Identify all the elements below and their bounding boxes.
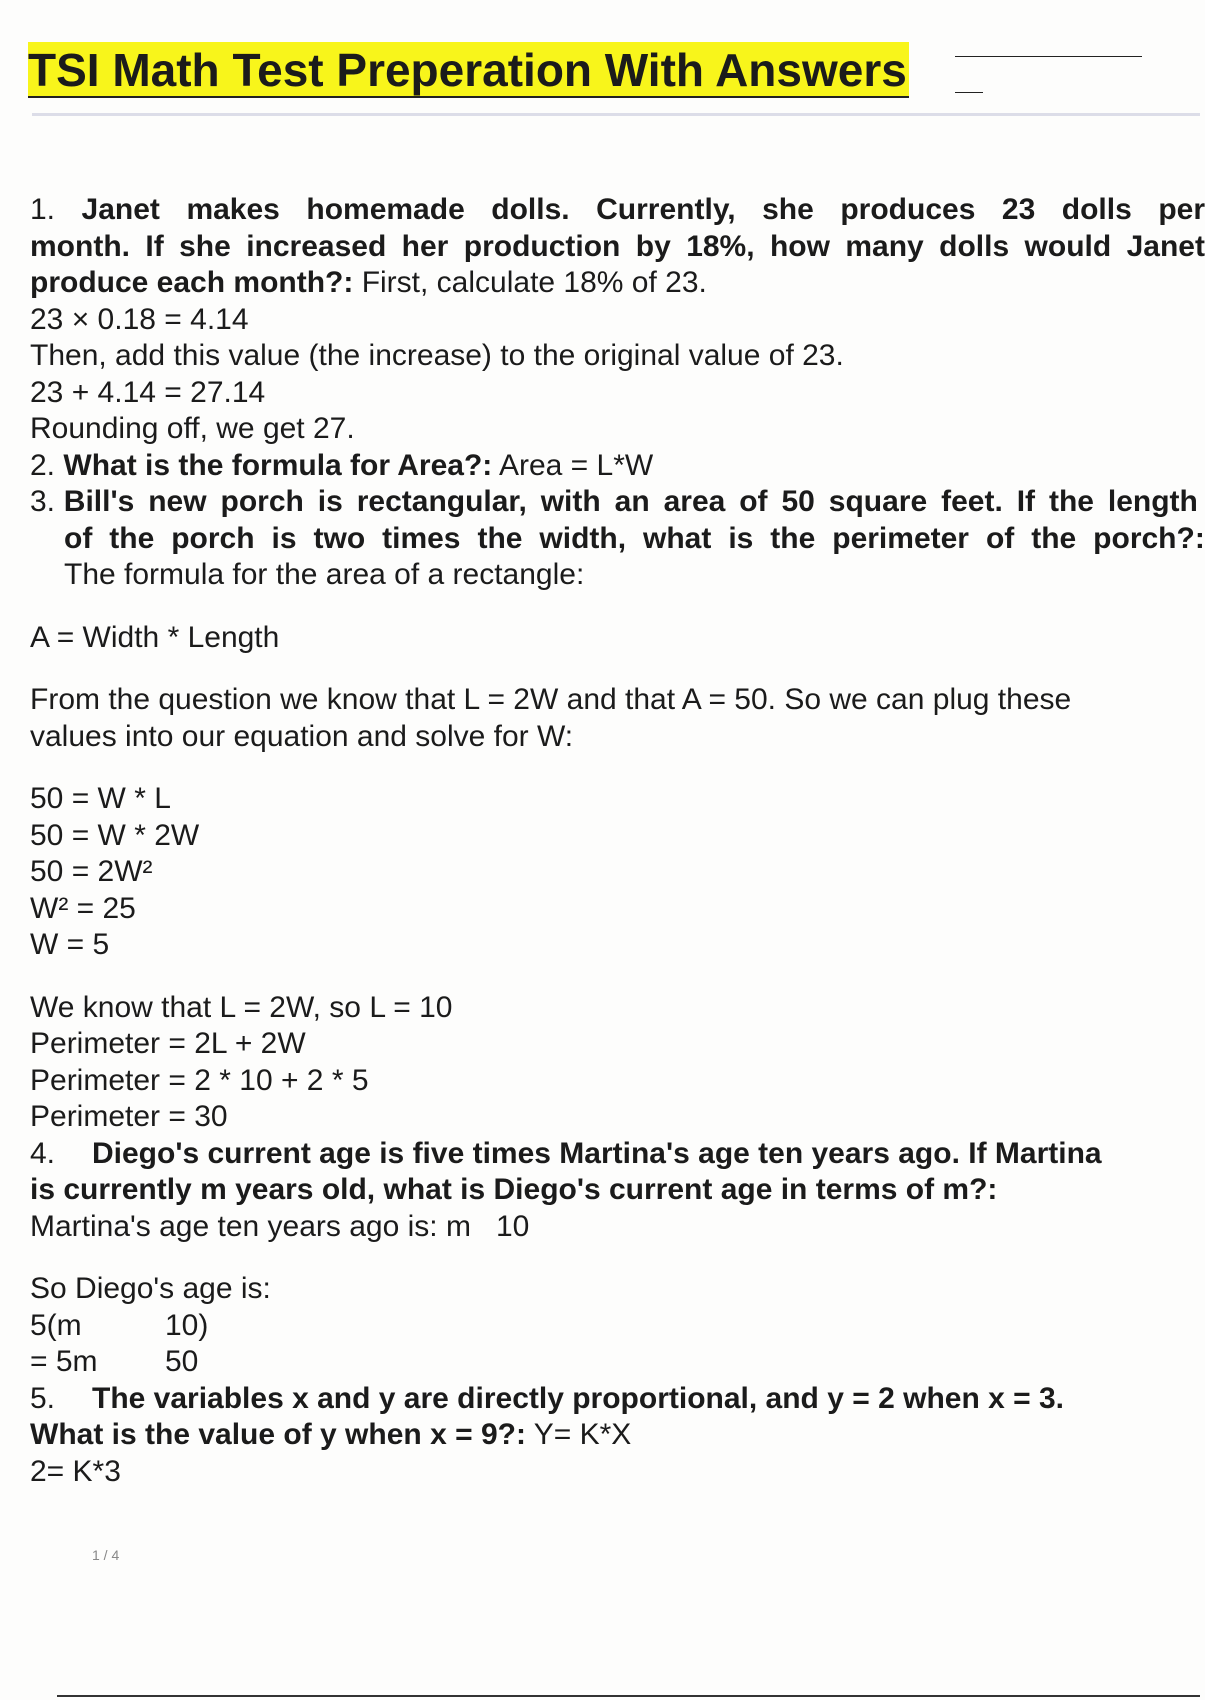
q3-words_l2-word: perimeter	[832, 521, 969, 555]
q3-words_l1-word: of	[739, 485, 768, 518]
q3-words_l2-word: width,	[539, 521, 627, 555]
q1-words_l2-word: how	[769, 229, 830, 263]
q1-question-line-2	[30, 229, 1205, 266]
q4-answer-line-1: Martina's age ten years ago is: m 10	[30, 1209, 530, 1243]
q1-answer-step: 23 + 4.14 = 27.14	[30, 375, 266, 409]
title-rule-under	[955, 92, 983, 93]
q1-words_l1-word: Janet	[81, 193, 160, 226]
q4-expression-left: 5(m	[30, 1308, 82, 1342]
q1-question-line-3	[30, 265, 1198, 302]
q1-words_l2-word: she	[179, 229, 231, 263]
q3-words_l2-word: the	[770, 521, 816, 555]
q3-question-line-2	[64, 521, 1205, 558]
spacer	[30, 594, 1198, 620]
spacer	[30, 755, 1198, 781]
q1-words_l1-word: makes	[186, 193, 280, 226]
q5-question-text-2: What is the value of y when x = 9?:	[30, 1418, 526, 1451]
q1-answer-step: Then, add this value (the increase) to the original value of 23.	[30, 339, 844, 372]
q4-result-left: = 5m	[30, 1345, 98, 1378]
q4-question-text-1: Diego's current age is five times Martina's age ten years ago. If Martina	[92, 1136, 1102, 1170]
footer-rule	[57, 1695, 1200, 1697]
q3-words_l2-word: of	[985, 521, 1015, 555]
q3-words_l2-word: two	[313, 521, 366, 555]
q3-answer-intro: The formula for the area of a rectangle:	[64, 558, 585, 591]
q4-question-line-2: is currently m years old, what is Diego's current age in terms of m?:	[30, 1173, 998, 1206]
q3-words_l1-word: porch	[220, 485, 304, 518]
q3-equation: 50 = W * 2W	[30, 818, 200, 852]
q3-words_l2-word: is	[728, 521, 754, 555]
q3-question-words-1	[64, 484, 1198, 521]
q1-words_l2-word: Janet	[1126, 229, 1205, 263]
q2-number: 2.	[30, 448, 56, 482]
q3-result: We know that L = 2W, so L = 10	[30, 990, 453, 1024]
q3-words_l1-word: 50	[781, 485, 815, 518]
spacer	[30, 656, 1198, 682]
q4-question-line-1	[30, 1136, 1198, 1173]
q3-words_l2-word: the	[1031, 521, 1077, 555]
page-number: 1 / 4	[92, 1547, 120, 1563]
q4-number: 4.	[30, 1136, 56, 1170]
q4-result-right: 50	[165, 1345, 199, 1378]
q1-answer-text: First, calculate 18% of 23.	[353, 266, 707, 299]
q1-words_l1-word: dolls	[1061, 193, 1132, 226]
q3-words_l1-word: rectangular,	[356, 485, 527, 518]
q3-words_l2-word: times	[382, 521, 461, 555]
title-block	[28, 42, 909, 98]
q3-equation: W² = 25	[30, 891, 136, 925]
q1-words_l1-word: she	[762, 193, 814, 226]
q5-answer-text: Y= K*X	[525, 1418, 632, 1451]
q1-words_l1-word: 1.	[30, 193, 56, 226]
q3-question-line-1	[30, 484, 1198, 521]
q3-words_l1-word: with	[540, 485, 601, 518]
q1-words_l1-word: Currently,	[596, 193, 736, 226]
q3-words_l1-word: the	[1048, 485, 1094, 518]
q1-words_l1-word: dolls.	[491, 193, 570, 226]
q1-words_l2-word: many	[845, 229, 924, 263]
q3-words_l2-word: the	[109, 521, 155, 555]
q5-number: 5.	[30, 1381, 56, 1415]
q1-words_l2-word: dolls	[939, 229, 1010, 263]
q1-words_l1-word: 23	[1001, 193, 1036, 226]
q3-words_l2-word: is	[271, 521, 297, 555]
q1-words_l2-word: increased	[246, 229, 387, 263]
q3-result: Perimeter = 2 * 10 + 2 * 5	[30, 1063, 369, 1097]
q3-words_l1-word: area	[663, 485, 726, 518]
q1-question-line-1	[30, 192, 1205, 229]
q2-line	[30, 448, 1198, 485]
q1-answer-step: 23 × 0.18 = 4.14	[30, 302, 249, 336]
page-title: TSI Math Test Preperation With Answers	[28, 44, 907, 96]
q1-words_l2-word: would	[1024, 229, 1112, 263]
q2-question-text: What is the formula for Area?:	[63, 448, 493, 482]
q1-question-text: produce each month?:	[30, 266, 354, 299]
q3-number: 3.	[30, 485, 56, 518]
q3-words_l1-word: square	[828, 485, 928, 518]
q5-answer-line: 2= K*3	[30, 1454, 121, 1488]
q1-answer-step: Rounding off, we get 27.	[30, 412, 355, 445]
q3-words_l2-word: the	[477, 521, 523, 555]
q3-words_l1-word: Bill's	[63, 485, 135, 518]
q1-words_l2-word: by	[635, 229, 671, 263]
q3-words_l1-word: is	[317, 485, 343, 518]
q3-equation: 50 = 2W²	[30, 855, 153, 888]
q1-words_l2-word: If	[145, 229, 164, 263]
title-rule-right	[955, 56, 1142, 57]
q4-answer-line-2: So Diego's age is:	[30, 1272, 271, 1305]
q4-answer-line-3	[30, 1308, 1198, 1345]
q1-words_l1-word: produces	[840, 193, 976, 226]
q3-area-formula: A = Width * Length	[30, 620, 280, 654]
q3-words_l2-word: what	[643, 521, 712, 555]
q3-words_l1-word: an	[614, 485, 650, 518]
q5-question-text-1: The variables x and y are directly proportional, and y = 2 when x = 3.	[92, 1381, 1065, 1415]
spacer	[30, 1245, 1198, 1271]
q3-equation: 50 = W * L	[30, 782, 171, 815]
q3-words_l2-word: porch?:	[1093, 521, 1205, 555]
header-divider	[32, 113, 1200, 116]
q1-words_l2-word: her	[401, 229, 449, 263]
q3-words_l1-word: new	[148, 485, 207, 518]
q1-words_l2-word: 18%,	[686, 229, 755, 263]
q1-words_l2-word: month.	[30, 229, 130, 263]
q5-question-line-1	[30, 1381, 1198, 1418]
q4-answer-line-4	[30, 1344, 1198, 1381]
q3-words_l1-word: feet.	[941, 485, 1003, 518]
q2-answer-text: Area = L*W	[492, 448, 654, 482]
q3-result: Perimeter = 2L + 2W	[30, 1027, 306, 1060]
q3-result: Perimeter = 30	[30, 1100, 228, 1133]
q3-explanation-line-2: values into our equation and solve for W:	[30, 719, 574, 753]
q1-words_l1-word: homemade	[306, 193, 465, 226]
spacer	[30, 964, 1198, 990]
document-body	[30, 192, 1205, 1490]
q5-question-line-2	[30, 1417, 1198, 1454]
q3-words_l2-word: of	[64, 521, 93, 555]
q3-equation: W = 5	[30, 928, 110, 961]
q3-words_l2-word: porch	[171, 521, 255, 555]
q1-words_l2-word: production	[463, 229, 621, 263]
q3-words_l1-word: length	[1107, 485, 1198, 518]
q3-explanation-line-1: From the question we know that L = 2W and that A = 50. So we can plug these	[30, 683, 1072, 716]
q1-words_l1-word: per	[1158, 193, 1205, 226]
q3-words_l1-word: If	[1016, 485, 1036, 518]
q4-expression-right: 10)	[165, 1308, 209, 1342]
